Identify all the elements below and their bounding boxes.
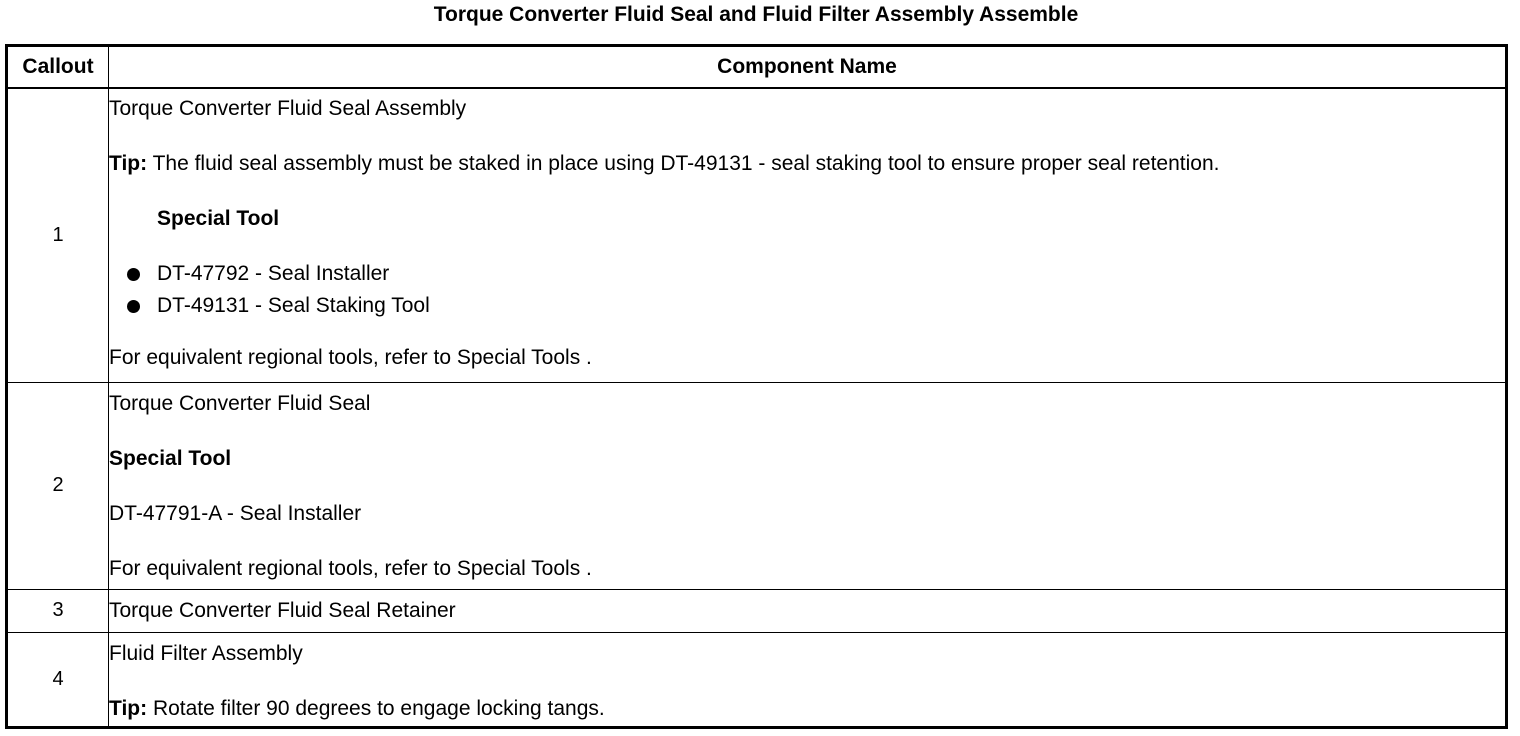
tool-name: DT-47792 - Seal Installer xyxy=(157,262,390,285)
tool-name: DT-49131 - Seal Staking Tool xyxy=(157,294,430,317)
regional-tools-note: For equivalent regional tools, refer to Special Tools . xyxy=(109,556,592,580)
table-row xyxy=(7,382,1507,589)
callout-column-header: Callout xyxy=(7,46,109,89)
tip-label: Tip: xyxy=(109,696,148,720)
callout-table xyxy=(5,44,1508,729)
tip-paragraph xyxy=(109,696,1505,722)
table-row xyxy=(7,88,1507,382)
component-cell xyxy=(109,589,1507,632)
component-cell xyxy=(109,632,1507,727)
tool-name: DT-47791-A - Seal Installer xyxy=(109,501,362,525)
callout-number: 1 xyxy=(7,88,109,382)
tip-text: Rotate filter 90 degrees to engage locking tangs. xyxy=(147,696,605,720)
callout-number: 4 xyxy=(7,632,109,727)
callout-number: 2 xyxy=(7,382,109,589)
component-name: Torque Converter Fluid Seal xyxy=(109,391,371,415)
component-name: Torque Converter Fluid Seal Assembly xyxy=(109,97,467,120)
component-name: Fluid Filter Assembly xyxy=(109,641,303,665)
bullet-icon xyxy=(127,300,140,313)
component-name-column-header: Component Name xyxy=(109,46,1507,89)
table-row xyxy=(7,632,1507,727)
callout-number: 3 xyxy=(7,589,109,632)
component-name: Torque Converter Fluid Seal Retainer xyxy=(109,598,456,622)
tip-label: Tip: xyxy=(109,152,148,175)
regional-tools-note: For equivalent regional tools, refer to Special Tools . xyxy=(109,346,592,369)
table-header-row xyxy=(7,46,1507,89)
special-tool-heading: Special Tool xyxy=(109,446,232,470)
component-cell xyxy=(109,88,1507,382)
tip-text: The fluid seal assembly must be staked in place using DT-49131 - seal staking tool to ensure proper seal retention. xyxy=(147,152,1220,175)
component-cell xyxy=(109,382,1507,589)
table-row xyxy=(7,589,1507,632)
tool-list-item xyxy=(109,258,1505,290)
document-title: Torque Converter Fluid Seal and Fluid Filter Assembly Assemble xyxy=(433,3,1079,26)
tip-paragraph xyxy=(109,151,1505,177)
special-tool-heading: Special Tool xyxy=(157,207,280,230)
bullet-icon xyxy=(127,268,140,281)
tool-list-item xyxy=(109,290,1505,322)
